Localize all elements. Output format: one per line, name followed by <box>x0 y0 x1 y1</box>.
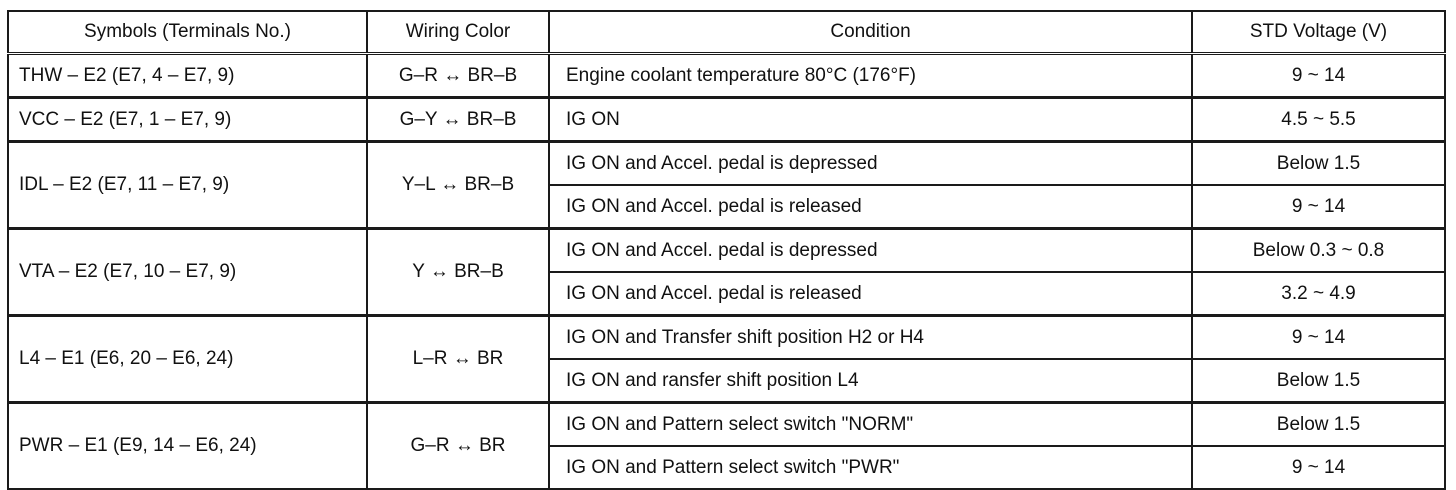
voltage-cell: 9 ~ 14 <box>1192 54 1445 98</box>
voltage-cell: 9 ~ 14 <box>1192 316 1445 360</box>
symbol-cell: VCC – E2 (E7, 1 – E7, 9) <box>8 98 367 142</box>
voltage-cell: 3.2 ~ 4.9 <box>1192 272 1445 316</box>
wiring-color-cell: G–R ↔ BR–B <box>367 54 549 98</box>
voltage-cell: 4.5 ~ 5.5 <box>1192 98 1445 142</box>
wiring-color-cell: Y ↔ BR–B <box>367 229 549 316</box>
condition-cell: IG ON and Pattern select switch "NORM" <box>549 403 1192 447</box>
voltage-cell: Below 1.5 <box>1192 359 1445 403</box>
condition-cell: IG ON and Accel. pedal is released <box>549 272 1192 316</box>
condition-cell: IG ON and Transfer shift position H2 or H4 <box>549 316 1192 360</box>
symbol-cell: L4 – E1 (E6, 20 – E6, 24) <box>8 316 367 403</box>
voltage-spec-table <box>7 10 1446 490</box>
table-row <box>8 54 1445 98</box>
symbol-cell: PWR – E1 (E9, 14 – E6, 24) <box>8 403 367 490</box>
symbol-cell: IDL – E2 (E7, 11 – E7, 9) <box>8 142 367 229</box>
wiring-color-cell: Y–L ↔ BR–B <box>367 142 549 229</box>
table-row <box>8 229 1445 273</box>
condition-cell: IG ON and Accel. pedal is depressed <box>549 142 1192 186</box>
table-header-row <box>8 11 1445 54</box>
table-row <box>8 316 1445 360</box>
voltage-cell: Below 1.5 <box>1192 142 1445 186</box>
table-row <box>8 142 1445 186</box>
condition-cell: IG ON <box>549 98 1192 142</box>
condition-cell: Engine coolant temperature 80°C (176°F) <box>549 54 1192 98</box>
condition-cell: IG ON and ransfer shift position L4 <box>549 359 1192 403</box>
wiring-color-cell: G–Y ↔ BR–B <box>367 98 549 142</box>
wiring-color-cell: L–R ↔ BR <box>367 316 549 403</box>
voltage-cell: 9 ~ 14 <box>1192 446 1445 489</box>
table-row <box>8 403 1445 447</box>
voltage-cell: Below 1.5 <box>1192 403 1445 447</box>
symbol-cell: THW – E2 (E7, 4 – E7, 9) <box>8 54 367 98</box>
header-condition: Condition <box>549 11 1192 54</box>
condition-cell: IG ON and Accel. pedal is depressed <box>549 229 1192 273</box>
condition-cell: IG ON and Pattern select switch "PWR" <box>549 446 1192 489</box>
condition-cell: IG ON and Accel. pedal is released <box>549 185 1192 229</box>
wiring-color-cell: G–R ↔ BR <box>367 403 549 490</box>
voltage-cell: 9 ~ 14 <box>1192 185 1445 229</box>
symbol-cell: VTA – E2 (E7, 10 – E7, 9) <box>8 229 367 316</box>
table-row <box>8 98 1445 142</box>
header-std-voltage: STD Voltage (V) <box>1192 11 1445 54</box>
voltage-cell: Below 0.3 ~ 0.8 <box>1192 229 1445 273</box>
voltage-spec-table-container <box>7 10 1446 490</box>
header-symbols: Symbols (Terminals No.) <box>8 11 367 54</box>
header-wiring-color: Wiring Color <box>367 11 549 54</box>
